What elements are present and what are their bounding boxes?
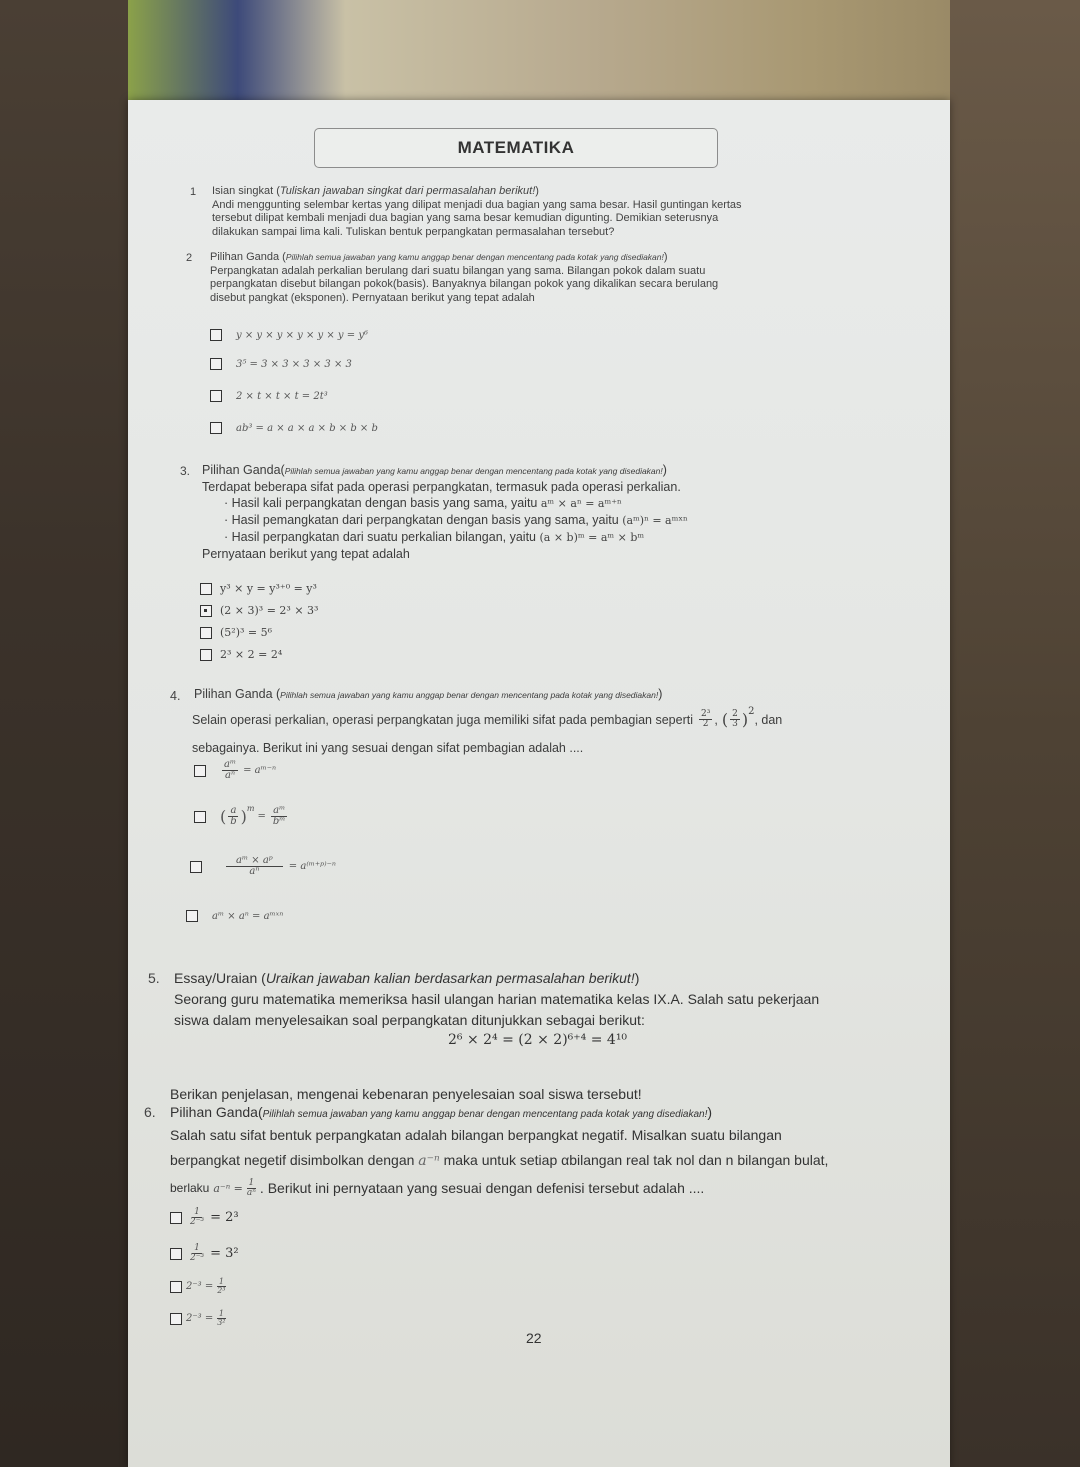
q2-line: disebut pangkat (eksponen). Pernyataan berikut yang tepat adalah	[210, 291, 535, 304]
checkbox[interactable]	[194, 765, 206, 777]
background-right	[950, 0, 1080, 1467]
q3-bullet: · Hasil perpangkatan dari suatu perkalian bilangan, yaitu (a × b)ᵐ = aᵐ × bᵐ	[224, 530, 645, 544]
checkbox[interactable]	[170, 1281, 182, 1293]
question-5	[174, 968, 819, 1031]
q3-prompt: Pernyataan berikut yang tepat adalah	[202, 547, 410, 561]
checkbox[interactable]	[194, 811, 206, 823]
checkbox[interactable]	[210, 390, 222, 402]
q2-option-2[interactable]: 3⁵ = 3 × 3 × 3 × 3 × 3	[210, 358, 352, 370]
checkbox[interactable]	[210, 329, 222, 341]
q6-line-3: berlaku a⁻ⁿ = $\frac{1}{\text{aⁿ}}$ . Berikut ini pernyataan yang sesuai dengan defenisi tersebut adalah ....	[170, 1178, 705, 1198]
q4-option-3[interactable]: $\frac{\text{aᵐ × aᵖ}}{\text{aⁿ}}$ = a⁽ᵐ⁺ᵖ⁾⁻ⁿ	[190, 856, 336, 877]
q4-number: 4.	[170, 689, 181, 703]
question-6	[170, 1102, 828, 1199]
q5-line: siswa dalam menyelesaikan soal perpangkatan ditunjukkan sebagai berikut:	[174, 1012, 645, 1028]
q1-number: 1	[190, 186, 197, 198]
checkbox[interactable]	[200, 583, 212, 595]
q2-option-3[interactable]: 2 × t × t × t = 2t³	[210, 390, 328, 402]
checkbox-checked[interactable]	[200, 605, 212, 617]
q2-line: perpangkatan disebut bilangan pokok(basis). Banyaknya bilangan pokok yang dikalikan secara berulang	[210, 278, 719, 290]
q3-heading: Pilihan Ganda(Pilihlah semua jawaban yang kamu anggap benar dengan mencentang pada kotak yang disediakan!)	[202, 463, 667, 477]
q3-bullet: · Hasil pemangkatan dari perpangkatan dengan basis yang sama, yaitu (aᵐ)ⁿ = aᵐˣⁿ	[224, 513, 688, 527]
q2-line: Perpangkatan adalah perkalian berulang dari suatu bilangan yang sama. Bilangan pokok dalam suatu	[210, 264, 706, 277]
q2-heading: Pilihan Ganda (Pilihlah semua jawaban yang kamu anggap benar dengan mencentang pada kotak yang disediakan!)	[210, 251, 668, 263]
q4-example-fraction: $\frac{2}{3}$	[732, 709, 738, 729]
q5-heading: Essay/Uraian (Uraikan jawaban kalian berdasarkan permasalahan berikut!)	[174, 970, 640, 986]
q3-option-2[interactable]: (2 × 3)³ = 2³ × 3³	[200, 604, 318, 617]
q6-option-2[interactable]: $\frac{1}{\text{2⁻³}}$ = 3²	[170, 1244, 239, 1263]
q3-option-4[interactable]: 2³ × 2 = 2⁴	[200, 648, 282, 661]
q5-number: 5.	[148, 970, 160, 986]
q6-option-3[interactable]: 2⁻³ = $\frac{1}{\text{2³}}$	[170, 1278, 230, 1295]
background-left	[0, 0, 128, 1467]
q2-option-4[interactable]: ab³ = a × a × a × b × b × b	[210, 422, 378, 434]
checkbox[interactable]	[170, 1313, 182, 1325]
q1-line: tersebut dilipat kembali menjadi dua bagian yang sama besar kemudian digunting. Demikian seterusnya	[212, 212, 719, 224]
q5-line: Seorang guru matematika memeriksa hasil ulangan harian matematika kelas IX.A. Salah satu pekerjaan	[174, 991, 820, 1007]
question-2	[210, 251, 718, 305]
q4-option-1[interactable]: $\frac{\text{aᵐ}}{\text{aⁿ}}$ = aᵐ⁻ⁿ	[194, 760, 276, 781]
q3-bullet: · Hasil kali perpangkatan dengan basis yang sama, yaitu aᵐ × aⁿ = aᵐ⁺ⁿ	[224, 496, 622, 510]
q4-line-1: Selain operasi perkalian, operasi perpangkatan juga memiliki sifat pada pembagian seperti $\frac{\text{2³}}{2}$ , ( $\frac{2}{3}$ ) $^2$ , dan	[192, 705, 783, 729]
q4-option-2[interactable]: ( $\frac{a}{b}$ ) $^m$ = $\frac{\text{aᵐ}}{\text{bᵐ}}$	[194, 806, 289, 827]
q1-heading: Isian singkat (Tuliskan jawaban singkat dari permasalahan berikut!)	[212, 185, 539, 197]
q1-line: Andi menggunting selembar kertas yang dilipat menjadi dua bagian yang sama besar. Hasil guntingan kertas	[212, 198, 742, 211]
q6-line-1: Salah satu sifat bentuk perpangkatan adalah bilangan berpangkat negatif. Misalkan suatu bilangan	[170, 1127, 782, 1143]
checkbox[interactable]	[190, 861, 202, 873]
worksheet-page	[128, 100, 950, 1467]
q4-option-4[interactable]: aᵐ × aⁿ = aᵐˣⁿ	[186, 910, 283, 922]
checkbox[interactable]	[186, 910, 198, 922]
q3-intro: Terdapat beberapa sifat pada operasi perpangkatan, termasuk pada operasi perkalian.	[202, 480, 681, 494]
checkbox[interactable]	[200, 649, 212, 661]
q4-line-2: sebagainya. Berikut ini yang sesuai dengan sifat pembagian adalah ....	[192, 741, 584, 755]
q6-heading: Pilihan Ganda(Pilihlah semua jawaban yang kamu anggap benar dengan mencentang pada kotak yang disediakan!)	[170, 1104, 713, 1120]
question-3	[202, 462, 688, 562]
q1-line: dilakukan sampai lima kali. Tuliskan bentuk perpangkatan permasalahan tersebut?	[212, 225, 615, 238]
checkbox[interactable]	[170, 1212, 182, 1224]
checkbox[interactable]	[170, 1248, 182, 1260]
q6-number: 6.	[144, 1104, 156, 1120]
q5-closing: Berikan penjelasan, mengenai kebenaran penyelesaian soal siswa tersebut!	[170, 1086, 642, 1102]
checkbox[interactable]	[210, 358, 222, 370]
q2-option-1[interactable]: y × y × y × y × y × y = y⁶	[210, 329, 368, 341]
q6-line-2: berpangkat negetif disimbolkan dengan a⁻ⁿ maka untuk setiap αbilangan real tak nol dan n bilangan bulat,	[170, 1152, 829, 1169]
checkbox[interactable]	[210, 422, 222, 434]
q3-option-1[interactable]: y³ × y = y³⁺⁰ = y³	[200, 582, 317, 595]
q4-example-fraction: $\frac{\text{2³}}{2}$	[701, 709, 711, 729]
q5-formula: 2⁶ × 2⁴ = (2 × 2)⁶⁺⁴ = 4¹⁰	[448, 1032, 628, 1048]
q3-option-3[interactable]: (5²)³ = 5⁶	[200, 626, 272, 639]
page-number: 22	[526, 1330, 542, 1346]
checkbox[interactable]	[200, 627, 212, 639]
q3-number: 3.	[180, 464, 191, 478]
q6-option-4[interactable]: 2⁻³ = $\frac{1}{\text{3²}}$	[170, 1310, 230, 1327]
page-title: MATEMATIKA	[314, 128, 718, 168]
q6-option-1[interactable]: $\frac{1}{\text{2⁻³}}$ = 2³	[170, 1208, 239, 1227]
q2-number: 2	[186, 252, 193, 264]
question-4-heading: Pilihan Ganda (Pilihlah semua jawaban yang kamu anggap benar dengan mencentang pada kotak yang disediakan!)	[194, 687, 663, 701]
question-1	[212, 185, 742, 239]
